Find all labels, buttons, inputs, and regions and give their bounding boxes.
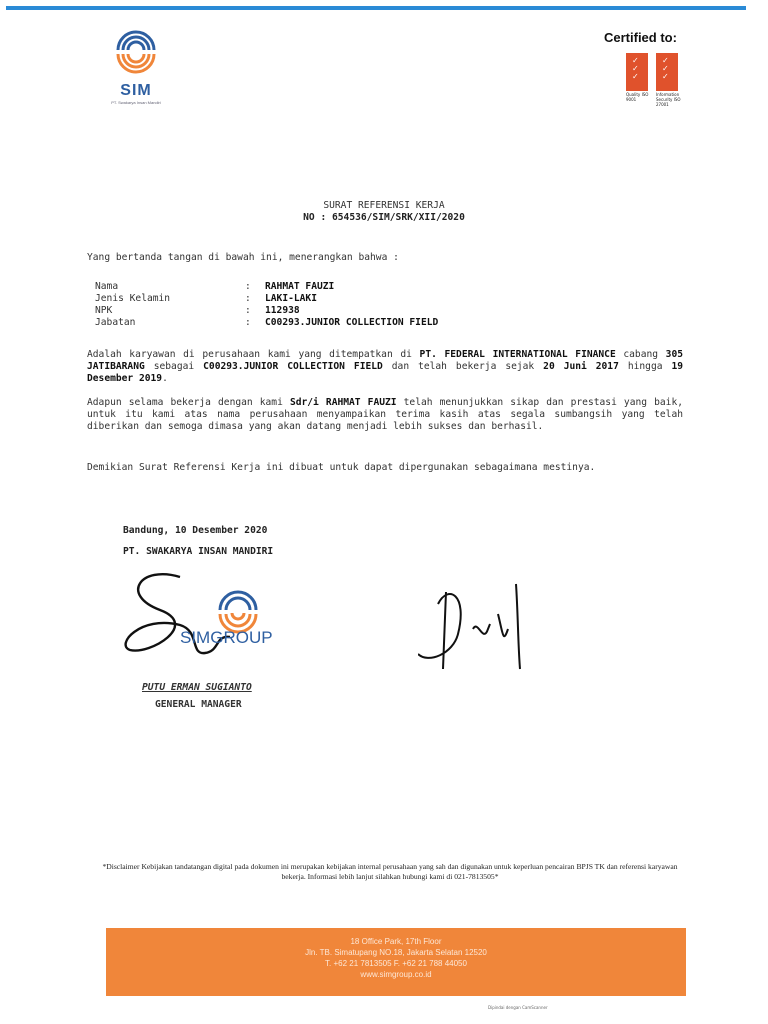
field-label: NPK (95, 305, 113, 316)
iso-9001-badge (626, 53, 650, 107)
certification-mark-icon: ✓ ✓ ✓ (626, 53, 648, 91)
field-label: Jabatan (95, 317, 136, 328)
field-value: 112938 (265, 305, 300, 316)
field-label: Jenis Kelamin (95, 293, 171, 304)
footer-address-band (106, 928, 686, 996)
top-border-line (6, 6, 746, 10)
logo-text: SIM (120, 82, 152, 99)
company-stamp (120, 555, 310, 669)
signer-block (142, 682, 252, 710)
field-row-npk: NPK : 112938 (95, 305, 300, 316)
signer-title: GENERAL MANAGER (155, 699, 242, 710)
field-value: RAHMAT FAUZI (265, 281, 335, 292)
letter-title: SURAT REFERENSI KERJA (323, 200, 445, 211)
field-row-gender: Jenis Kelamin : LAKI-LAKI (95, 293, 317, 304)
employment-paragraph: Adalah karyawan di perusahaan kami yang ditempatkan di PT. FEDERAL INTERNATIONAL FINANCE cabang 305 JATIBARANG sebagai C00293.JUNIOR COLLECTION FIELD dan telah bekerja sejak 20 Juni 2017 hingga 19 Desember 2019. (87, 349, 684, 384)
certified-label: Certified to: (604, 30, 677, 45)
field-value: LAKI-LAKI (265, 293, 317, 304)
place-date: Bandung, 10 Desember 2020 (123, 525, 268, 536)
phone-line: T. +62 21 7813505 F. +62 21 788 44050 (325, 959, 467, 968)
employee-details (95, 281, 438, 329)
field-value: C00293.JUNIOR COLLECTION FIELD (265, 317, 439, 328)
appreciation-paragraph: Adapun selama bekerja dengan kami Sdr/i RAHMAT FAUZI telah menunjukkan sikap dan prestasi yang baik, untuk itu kami atas nama perusahaan menyampaikan terima kasih atas segala sumbangsih yang telah diberikan dan semoga dimasa yang akan datang menjadi lebih sukses dan berhasil. (87, 397, 684, 432)
signature-block (123, 524, 273, 558)
closing-paragraph: Demikian Surat Referensi Kerja ini dibuat untuk dapat dipergunakan sebagaimana mestinya. (87, 462, 596, 473)
iso-27001-badge (656, 53, 680, 107)
stamp-text: SIMGROUP (180, 628, 273, 647)
badge-text: Quality ISO 9001 (626, 92, 649, 102)
field-label: Nama (95, 281, 119, 292)
scanner-note: Dipindai dengan CamScanner (488, 1005, 548, 1010)
address-line-2: Jln. TB. Simatupang NO.18, Jakarta Selatan 12520 (305, 948, 487, 957)
handwritten-signature (418, 574, 538, 678)
certification-mark-icon: ✓ ✓ ✓ (656, 53, 678, 91)
badge-text: Information Security ISO 27001 (656, 92, 681, 107)
logo-subtitle: PT. Swakarya Insan Mandiri (111, 100, 161, 105)
intro-text: Yang bertanda tangan di bawah ini, menerangkan bahwa : (87, 252, 399, 263)
website-link[interactable]: www.simgroup.co.id (360, 970, 432, 979)
certification-block (604, 30, 694, 107)
field-row-position: Jabatan : C00293.JUNIOR COLLECTION FIELD (95, 317, 439, 328)
signature-stamp-icon (120, 555, 310, 665)
company-logo (100, 26, 172, 105)
sim-logo-icon (114, 26, 158, 80)
letter-number: NO : 654536/SIM/SRK/XII/2020 (303, 212, 465, 223)
field-row-name: Nama : RAHMAT FAUZI (95, 281, 335, 292)
disclaimer-text: *Disclaimer Kebijakan tandatangan digital pada dokumen ini merupakan kebijakan internal perusahaan yang sah dan digunakan untuk keperluan pencairan BPJS TK dan referensi karyawan bekerja. Informasi lebih lanjut silahkan hubungi kami di 021-7813505* (102, 862, 678, 881)
signer-name: PUTU ERMAN SUGIANTO (142, 682, 252, 693)
company-name: PT. SWAKARYA INSAN MANDIRI (123, 546, 274, 557)
signature-icon (418, 574, 538, 674)
address-line-1: 18 Office Park, 17th Floor (350, 937, 442, 946)
